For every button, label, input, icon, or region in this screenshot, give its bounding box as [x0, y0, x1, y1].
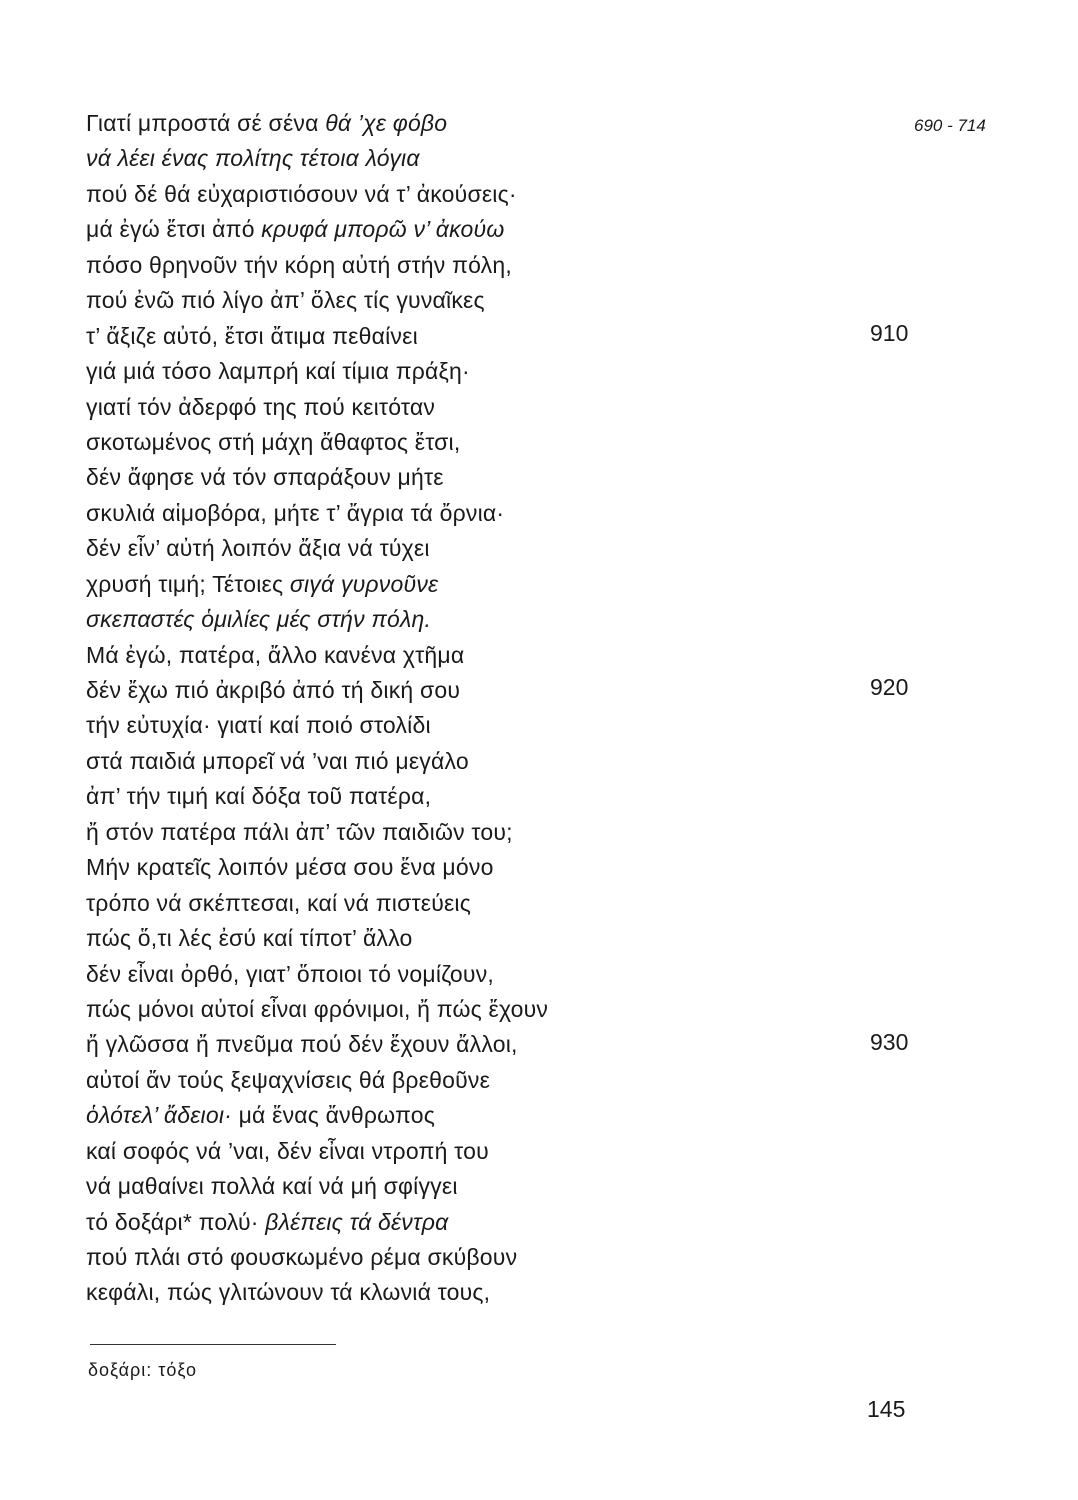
verse-line: [86, 283, 706, 318]
verse-line: [86, 319, 706, 354]
text-segment: τ’ ἄξιζε αὐτό, ἔτσι ἄτιμα πεθαίνει: [86, 322, 418, 349]
verse-block: [86, 106, 706, 1311]
verse-line: [86, 1063, 706, 1098]
verse-line: [86, 673, 706, 708]
text-segment: τρόπο νά σκέπτεσαι, καί νά πιστεύεις: [86, 889, 472, 916]
text-segment: πώς μόνοι αὐτοί εἶναι φρόνιμοι, ἤ πώς ἔχουν: [86, 995, 549, 1022]
text-segment: Μήν κρατεῖς λοιπόν μέσα σου ἕνα μόνο: [86, 854, 494, 881]
text-segment: νά μαθαίνει πολλά καί νά μή σφίγγει: [86, 1173, 458, 1200]
text-segment: ἤ στόν πατέρα πάλι ἀπ’ τῶν παιδιῶν του;: [86, 818, 513, 845]
italic-segment: ὁλότελ’ ἄδειοι·: [86, 1102, 233, 1129]
text-segment: δέν εἶναι ὀρθό, γιατ’ ὅποιοι τό νομίζουν,: [86, 960, 494, 987]
text-segment: στά παιδιά μπορεῖ νά ’ναι πιό μεγάλο: [86, 747, 469, 774]
line-number: 920: [870, 674, 909, 701]
verse-line: [86, 1275, 706, 1310]
text-segment: πόσο θρηνοῦν τήν κόρη αὐτή στήν πόλη,: [86, 251, 512, 278]
verse-line: [86, 354, 706, 389]
verse-line: [86, 248, 706, 283]
page-number: 145: [867, 1396, 906, 1422]
line-number: 930: [870, 1028, 909, 1055]
text-segment: γιά μιά τόσο λαμπρή καί τίμια πράξη·: [86, 358, 470, 385]
verse-line: [86, 460, 706, 495]
verse-range-label: 690 - 714: [914, 116, 986, 135]
text-segment: κεφάλι, πώς γλιτώνουν τά κλωνιά τους,: [86, 1279, 491, 1306]
verse-line: [86, 496, 706, 531]
verse-line: [86, 638, 706, 673]
text-segment: ἤ γλῶσσα ἤ πνεῦμα πού δέν ἔχουν ἄλλοι,: [86, 1031, 518, 1058]
verse-line: [86, 957, 706, 992]
text-segment: τήν εὐτυχία· γιατί καί ποιό στολίδι: [86, 712, 431, 739]
text-segment: σκοτωμένος στή μάχη ἄθαφτος ἔτσι,: [86, 428, 461, 455]
text-segment: τό δοξάρι* πολύ·: [86, 1208, 266, 1235]
verse-line: [86, 850, 706, 885]
verse-line: [86, 567, 706, 602]
footnote-divider: [90, 1344, 336, 1345]
italic-segment: νά λέει ένας πολίτης τέτοια λόγια: [86, 145, 420, 172]
text-segment: πού ἐνῶ πιό λίγο ἀπ’ ὅλες τίς γυναῖκες: [86, 287, 485, 314]
verse-line: [86, 815, 706, 850]
text-segment: σκυλιά αἱμοβόρα, μήτε τ’ ἄγρια τά ὄρνια·: [86, 499, 505, 526]
verse-line: [86, 744, 706, 779]
verse-line: [86, 531, 706, 566]
footnote: δοξάρι: τόξο: [88, 1360, 197, 1380]
verse-line: [86, 1169, 706, 1204]
text-segment: ἀπ’ τήν τιμή καί δόξα τοῦ πατέρα,: [86, 783, 432, 810]
verse-line: [86, 1134, 706, 1169]
verse-line: [86, 921, 706, 956]
text-segment: δέν εἶν’ αὐτή λοιπόν ἄξια νά τύχει: [86, 535, 430, 562]
italic-segment: κρυφά μπορῶ ν’ ἀκούω: [261, 216, 505, 243]
text-segment: πού πλάι στό φουσκωμένο ρέμα σκύβουν: [86, 1244, 518, 1270]
text-segment: χρυσή τιμή; Τέτοιες: [86, 570, 290, 597]
text-segment: Γιατί μπροστά σέ σένα: [86, 110, 326, 136]
text-segment: δέν ἔχω πιό ἀκριβό ἀπό τή δική σου: [86, 677, 461, 703]
text-segment: μά ἕνας ἄνθρωπος: [232, 1102, 435, 1129]
verse-line: [86, 212, 706, 247]
verse-line: [86, 390, 706, 425]
text-segment: μά ἐγώ ἔτσι ἀπό: [86, 216, 262, 243]
text-segment: πώς ὅ,τι λές ἐσύ καί τίποτ’ ἄλλο: [86, 925, 413, 952]
verse-line: [86, 1098, 706, 1133]
italic-segment: θά ’χε φόβο: [325, 110, 448, 136]
line-number: 910: [870, 319, 909, 346]
italic-segment: βλέπεις τά δέντρα: [265, 1208, 449, 1235]
text-segment: δέν ἄφησε νά τόν σπαράξουν μήτε: [86, 464, 444, 491]
verse-line: [86, 1027, 706, 1062]
verse-line: [86, 1240, 706, 1275]
verse-line: [86, 992, 706, 1027]
italic-segment: σιγά γυρνοῦνε: [289, 570, 439, 597]
text-segment: αὐτοί ἄν τούς ξεψαχνίσεις θά βρεθοῦνε: [86, 1066, 491, 1093]
italic-segment: σκεπαστές ὁμιλίες μές στήν πόλη.: [86, 606, 432, 633]
verse-line: [86, 602, 706, 637]
verse-line: [86, 141, 706, 176]
verse-line: [86, 177, 706, 212]
text-segment: γιατί τόν ἀδερφό της πού κειτόταν: [86, 393, 436, 420]
verse-line: [86, 886, 706, 921]
verse-line: [86, 106, 706, 141]
verse-line: [86, 1205, 706, 1240]
verse-line: [86, 708, 706, 743]
text-segment: πού δέ θά εὐχαριστιόσουν νά τ’ ἀκούσεις·: [86, 180, 517, 207]
text-segment: καί σοφός νά ’ναι, δέν εἶναι ντροπή του: [86, 1137, 489, 1164]
text-segment: Μά ἐγώ, πατέρα, ἄλλο κανένα χτῆμα: [86, 641, 465, 668]
verse-line: [86, 425, 706, 460]
verse-line: [86, 779, 706, 814]
